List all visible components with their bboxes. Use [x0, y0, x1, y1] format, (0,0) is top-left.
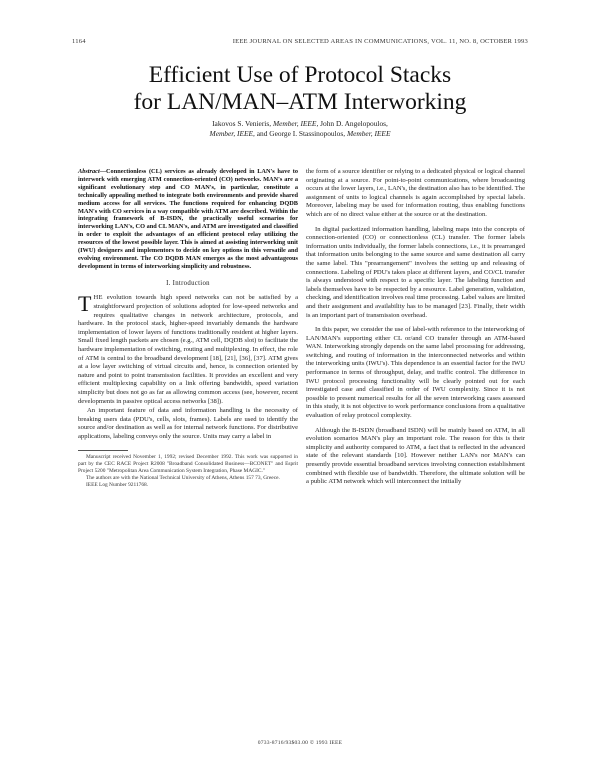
page-number: 1164	[72, 38, 86, 45]
author-venieris-role: Member, IEEE,	[272, 119, 319, 128]
author-line-1	[0, 119, 600, 129]
footnotes	[78, 454, 298, 489]
journal-name: IEEE JOURNAL ON SELECTED AREAS IN COMMUNICATIONS, VOL. 11, NO. 8, OCTOBER 1993	[232, 38, 528, 45]
intro-lead-word: HE	[93, 294, 103, 302]
author-stassinopoulos: and George I. Stassinopoulos,	[256, 129, 346, 138]
intro-paragraph-1	[78, 291, 298, 406]
author-line-2	[0, 129, 600, 139]
right-paragraph-3: In this paper, we consider the use of label-with reference to the interworking of LAN/MAN's supporting either CL or/and CO transfer through an ATM-based WAN. Interworking strongly depends on the same label processing for addressing, switching, and routing of information in the interconnected networks and within the interworking units (IWU's). This dependence is an essential factor for the IWU performance in terms of throughput, delay, and traffic control. The difference in IWU protocol processing functionality will be clearly pointed out for each investigated case and classified in order of IWU complexity. Since it is not possible to present numerical results for all the seven interworking cases assessed in this study, it is not objective to work performance conclusions from a qualitative evaluation of relay protocol complexity.	[306, 326, 525, 420]
intro-paragraph-2: An important feature of data and information handling is the necessity of breaking users data (PDU's, cells, slots, frames). Labels are used to identify the source and/or destination as well as for internal network functions. For distributive applications, labeling conveys only the source. Units may carry a label in	[78, 407, 298, 440]
right-column	[306, 168, 525, 487]
abstract-label: Abstract—	[78, 168, 106, 175]
abstract	[78, 168, 298, 271]
footnote-divider	[78, 450, 128, 451]
author-stassinopoulos-role: Member, IEEE	[346, 129, 391, 138]
author-venieris: Iakovos S. Venieris,	[212, 119, 272, 128]
paper-title	[0, 62, 600, 116]
author-block	[0, 119, 600, 139]
right-paragraph-4: Although the B-ISDN (broadband ISDN) will be mainly based on ATM, in all evolution scenarios MAN's play an important role. The reason for this is their simplicity and authority compared to ATM, a fact that is reflected in the advanced state of the relevant standards [10]. However neither LAN's nor MAN's can presently provide essential broadband services involving connection establishment combined with flexible use of bandwidth. Therefore, the ultimate solution will be a public ATM network which will interconnect the initially	[306, 426, 525, 486]
author-angelopoulos: John D. Angelopoulos,	[320, 119, 388, 128]
section-heading-introduction: I. Introduction	[166, 279, 210, 287]
footnote-manuscript: Manuscript received November 1, 1992; revised December 1992. This work was supported in part by the CEC RACE Project R2008 "Broadband Consolidated Business—BCONET" and Esprit Project 5200 "Metropolitan Area Communication System Integration, Phase MAGIC."	[78, 454, 298, 475]
abstract-text: Connectionless (CL) services as already developed in LAN's have to interwork with emerging ATM connection-oriented (CO) networks. MAN's are a significant evolutionary step and CO MAN's, in particular, constitute a technically appealing method to integrate both environments and provide shared medium access for all services. The functions required for enhancing DQDB MAN's with CO services in a way compatible with ATM are described. Within the integrating framework of B-ISDN, the practically useful scenarios for interworking LAN's, CO and CL MAN's, and ATM are investigated and classified in order to exploit the advantages of an efficient protocol relay utilizing the resources of the lowest possible layer. This is aimed at assisting interworking unit (IWU) designers and implementors to decide on key options in this versatile and evolving environment. The CO DQDB MAN emerges as the most advantageous development in terms of interworking simplicity and robustness.	[78, 168, 298, 270]
footnote-affiliation: The authors are with the National Technical University of Athens, Athens 157 73, Greece.	[86, 475, 280, 482]
right-paragraph-2: In digital packetized information handling, labeling maps into the concepts of connection-oriented (CO) or connectionless (CL) transfer. The former labels information units individually, the former labels connections, i.e., it is prearranged that information units belonging to the same source and same destination all carry the same label. This "prearrangement" involves the setting up and releasing of connections. Labeling of PDU's takes place at different layers, and CO/CL transfer is always understood with respect to a specific layer. The labeling function and labels themselves have to be respected by a resource. Label generation, validation, checking, and identification involves real time processing. Label values are limited and their assignment and availability has to be managed [23]. Finally, their width is an important part of transmission overhead.	[306, 225, 525, 319]
title-line-2: for LAN/MAN–ATM Interworking	[133, 89, 467, 115]
intro-p1-text: evolution towards high speed networks can not be satisfied by a straightforward projection of solutions adopted for low-speed networks and requires qualitative changes in network architecture, protocols, and hardware. In the protocol stack, higher-speed invariably demands the hardware implementation of lower layers of functions traditionally resident at higher layers. Small fixed length packets are chosen (e.g., ATM cell, DQDB slot) to facilitate the hardware implementation of switching, routing and multiplexing. In effect, the role of ATM is central to the broadband development [18], [21], [36], [37]. ATM gives at a low layer switching of virtual circuits and, hence, is connection oriented by nature and point to point transmission facilities. It provides an excellent and very efficient multiplexing capability on a link offering bandwidth, speed variation simplicity but does not go as far as allowing common access (see, however, recent developments in passive optical access networks [38]).	[78, 294, 298, 405]
right-paragraph-1: the form of a source identifier or relying to a dedicated physical or logical channel originating at a source. For point-to-point communications, where broadcasting occurs at the lower layers, i.e., LAN's, the destination also has to be identified. The assignment of units to logical channels is again accomplished by special labels. Moreover, labeling may be used for information routing, thus enabling functions which are of no direct value either at the source or at the destination.	[306, 168, 525, 218]
left-column	[78, 168, 298, 489]
drop-cap: T	[78, 291, 92, 317]
copyright-code: 0733-8716/93$03.00 © 1993 IEEE	[257, 740, 343, 746]
author-angelopoulos-role: Member, IEEE,	[209, 129, 255, 138]
footnote-log-number: IEEE Log Number 9211768.	[86, 482, 149, 489]
title-line-1: Efficient Use of Protocol Stacks	[148, 62, 452, 88]
